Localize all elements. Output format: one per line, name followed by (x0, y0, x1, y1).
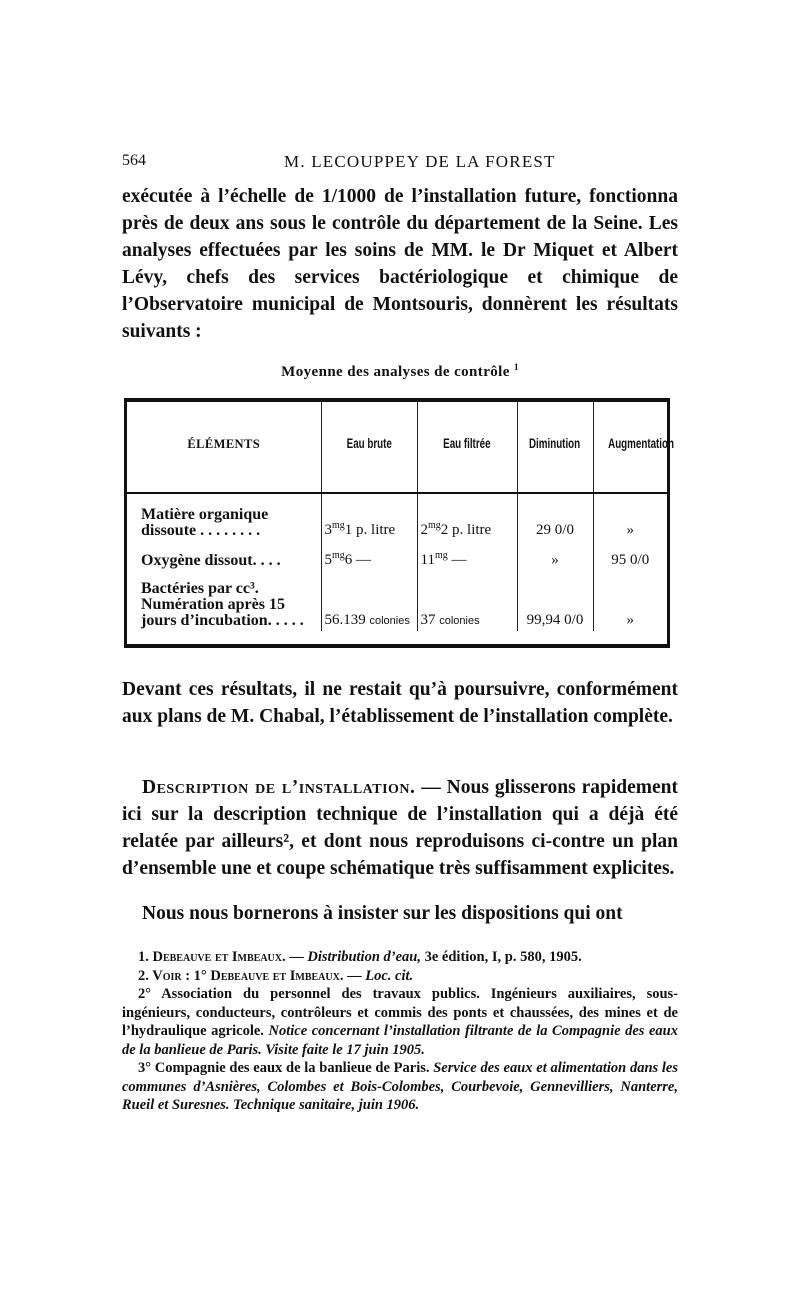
footnote: 2. Voir : 1° Debeauve et Imbeaux. — Loc. cit. (138, 967, 414, 984)
analysis-table (124, 398, 674, 648)
table-row (127, 539, 667, 569)
header-eau-filtree: Eau filtrée (417, 402, 517, 486)
footnotes (122, 948, 678, 1115)
cell-eau-brute: 56.139 colonies (321, 569, 417, 631)
paragraph-1: exécutée à l’échelle de 1/1000 de l’installation future, fonctionna près de deux ans sous le contrôle du département de la Seine. Les analyses effectuées par les soins de MM. le Dr Miquet et Albert Lévy, chefs des services bactériologique et chimique de l’Observatoire municipal de Montsouris, donnèrent les résultats suivants : (122, 186, 678, 342)
table-caption-note: 1 (513, 362, 519, 372)
table-caption (122, 362, 678, 381)
row-element: Bactéries par cc³. Numération après 15 jours d’incubation. . . . . (141, 580, 304, 629)
paragraph-3 (122, 774, 678, 882)
cell-eau-brute: $3^{mg}1$ p. litre (321, 493, 417, 539)
header-augmentation: Augmentation (593, 402, 667, 486)
paragraph-2: Devant ces résultats, il ne restait qu’à poursuivre, conformément aux plans de M. Chabal, l’établissement de l’installation complète. (122, 679, 678, 727)
table-row (127, 493, 667, 539)
running-head (122, 152, 678, 174)
paragraph-4: Nous nous bornerons à insister sur les dispositions qui ont (142, 903, 623, 924)
cell-eau-filtree: 37 colonies (417, 569, 517, 631)
table-row (127, 569, 667, 631)
footnote: 1. Debeauve et Imbeaux. — Distribution d’eau, 3e édition, I, p. 580, 1905. (138, 949, 582, 965)
cell-eau-filtree: $2^{mg}2$ p. litre (417, 493, 517, 539)
header-elements: ÉLÉMENTS (187, 437, 261, 451)
header-diminution: Diminution (517, 402, 593, 486)
row-element: Oxygène dissout. . . . (141, 552, 281, 569)
cell-diminution: » (517, 539, 593, 569)
cell-augmentation: 95 0/0 (593, 539, 667, 569)
running-title: M. LECOUPPEY DE LA FOREST (284, 152, 556, 171)
cell-eau-brute: $5^{mg}6$ — (321, 539, 417, 569)
cell-diminution: 99,94 0/0 (517, 569, 593, 631)
header-eau-brute: Eau brute (321, 402, 417, 486)
section-heading: Description de l’installation. (142, 777, 416, 798)
footnote: 3° Compagnie des eaux de la banlieue de Paris. Service des eaux et alimentation dans les communes d’Asnières, Colombes et Bois-Colombes, Courbevoie, Gennevilliers, Nanterre, Rueil et Suresnes. Technique sanitaire, juin 1906. (122, 1060, 678, 1113)
cell-eau-filtree: $11^{mg}$ — (417, 539, 517, 569)
cell-augmentation: » (593, 569, 667, 631)
cell-augmentation: » (593, 493, 667, 539)
cell-diminution: 29 0/0 (517, 493, 593, 539)
paragraph-3-text: — Nous glisserons rapidement ici sur la description technique de l’installation qui a déjà été relatée par ailleurs², et dont nous reproduisons ci-contre un plan d’ensemble une et coupe schématique très suffisamment explicites. (122, 777, 679, 879)
row-element: Matière organique dissoute . . . . . . . . (141, 506, 269, 539)
page-number: 564 (122, 152, 146, 169)
table-caption-text: Moyenne des analyses de contrôle (281, 364, 510, 380)
footnote: 2° Association du personnel des travaux publics. Ingénieurs auxiliaires, sous-ingénieurs, conducteurs, contrôleurs et commis des ponts et chaussées, des mines et de l’hydraulique agricole. Notice concernant l’installation filtrante de la Compagnie des eaux de la banlieue de Paris. Visite faite le 17 juin 1905. (122, 986, 678, 1058)
